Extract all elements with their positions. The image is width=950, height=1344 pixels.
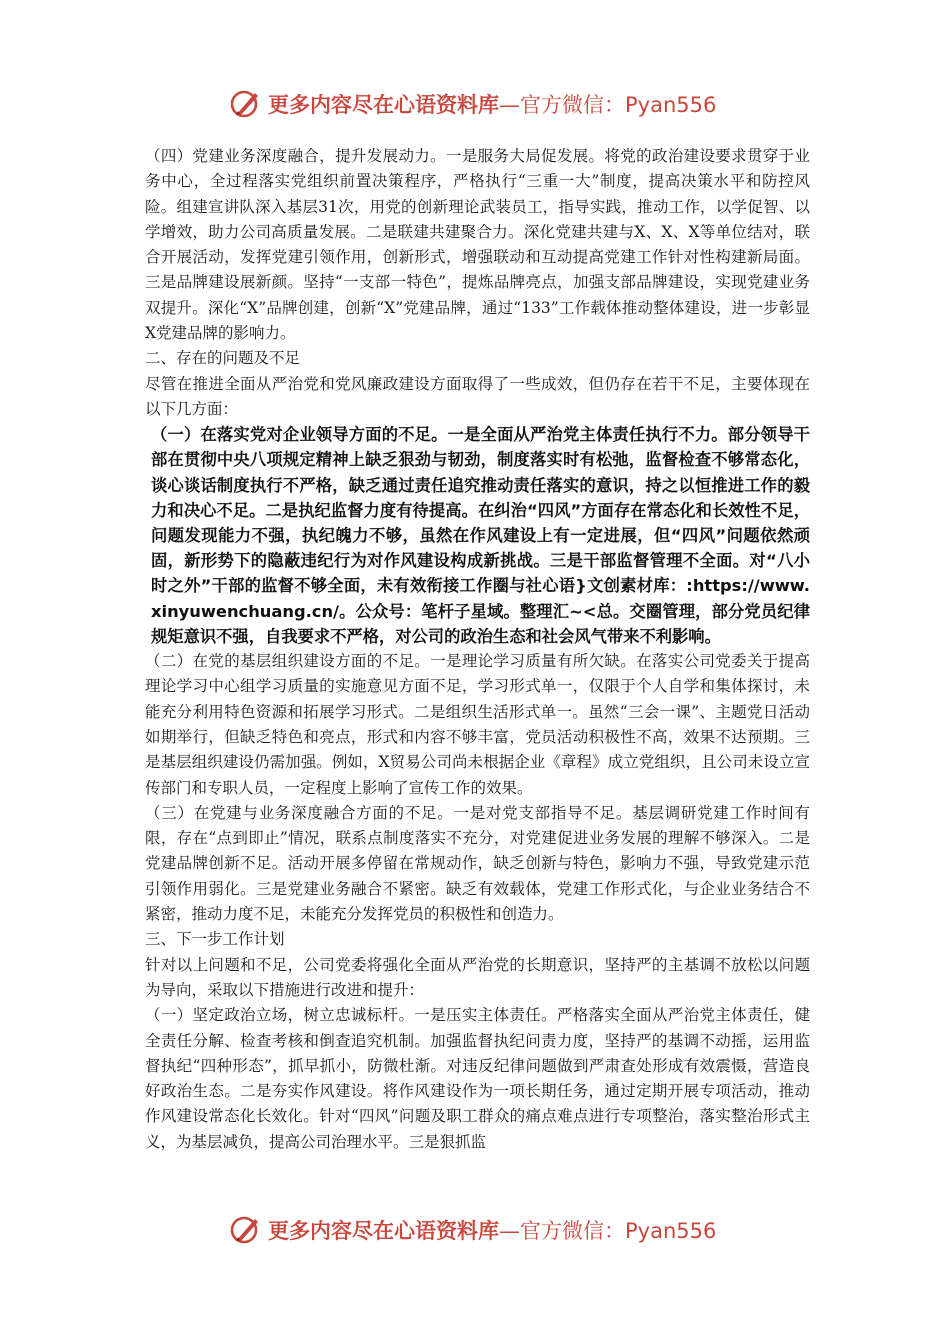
banner-main-text: 更多内容尽在心语资料库	[268, 92, 499, 117]
banner-text	[268, 89, 716, 119]
footer-banner[interactable]	[228, 1208, 728, 1252]
paragraph-political-stance: （一）坚定政治立场，树立忠诚标杆。一是压实主体责任。严格落实全面从严治党主体责任，健全责任分解、检查考核和倒查追究机制。加强监督执纪问责力度，坚持严的基调不动摇，运用监督执纪“四种形态”，抓早抓小，防微杜渐。对违反纪律问题做到严肃查处形成有效震慑，营造良好政治生态。二是夯实作风建设。将作风建设作为一项长期任务，通过定期开展专项活动，推动作风建设常态化长效化。针对“四风”问题及职工群众的痛点难点进行专项整治，落实整治形式主义，为基层减负，提高公司治理水平。三是狠抓监	[145, 1006, 810, 1151]
paragraph-grassroots-shortcomings: （二）在党的基层组织建设方面的不足。一是理论学习质量有所欠缺。在落实公司党委关于提高理论学习中心组学习质量的实施意见方面不足，学习形式单一，仅限于个人自学和集体探讨，未能充分利用特色资源和拓展学习形式。二是组织生活形式单一。虽然“三会一课”、主题党日活动如期举行，但缺乏特色和亮点，形式和内容不够丰富，党员活动积极性不高，效果不达预期。三是基层组织建设仍需加强。例如，X贸易公司尚未根据企业《章程》成立党组织，且公司未设立宣传部门和专职人员，一定程度上影响了宣传工作的效果。	[145, 652, 810, 797]
paragraph-integration-shortcomings: （三）在党建与业务深度融合方面的不足。一是对党支部指导不足。基层调研党建工作时间有限，存在“点到即止”情况，联系点制度落实不充分，对党建促进业务发展的理解不够深入。二是党建品牌创新不足。活动开展多停留在常规动作，缺乏创新与特色，影响力不强，导致党建示范引领作用弱化。三是党建业务融合不紧密。缺乏有效载体，党建工作形式化，与企业业务结合不紧密，推动力度不足，未能充分发挥党员的积极性和创造力。	[145, 803, 810, 924]
header-banner[interactable]	[228, 82, 728, 126]
banner-tail-text: —官方微信：Pyan556	[499, 93, 717, 117]
banner-main-text: 更多内容尽在心语资料库	[268, 1218, 499, 1243]
document-body	[145, 144, 810, 1155]
paragraph-leadership-shortcomings: （一）在落实党对企业领导方面的不足。一是全面从严治党主体责任执行不力。部分领导干部在贯彻中央八项规定精神上缺乏狠劲与韧劲，制度落实时有松弛，监督检查不够常态化，谈心谈话制度执行不严格，缺乏通过责任追究推动责任落实的意识，持之以恒推进工作的毅力和决心不足。二是执纪监督力度有待提高。在纠治“四风”方面存在常态化和长效性不足，问题发现能力不强，执纪魄力不够，虽然在作风建设上有一定进展，但“四风”问题依然顽固，新形势下的隐蔽违纪行为对作风建设构成新挑战。三是干部监督管理不全面。对“八小时之外”干部的监督不够全面，未有效衔接工作圈与社心语}文创素材库：:https://www.xinyuwenchuang.cn/。公众号：笔杆子星域。整理汇~<总。交圈管理，部分党员纪律规矩意识不强，自我要求不严格，对公司的政治生态和社会风气带来不利影响。	[151, 425, 810, 646]
pen-circle-logo-icon	[228, 87, 262, 121]
pen-circle-logo-icon	[228, 1213, 262, 1247]
section-heading-problems: 二、存在的问题及不足	[145, 349, 301, 368]
paragraph-next-steps-intro: 针对以上问题和不足，公司党委将强化全面从严治党的长期意识，坚持严的主基调不放松以问题为导向，采取以下措施进行改进和提升：	[145, 955, 810, 999]
paragraph-party-business-integration: （四）党建业务深度融合，提升发展动力。一是服务大局促发展。将党的政治建设要求贯穿于业务中心，全过程落实党组织前置决策程序，严格执行“三重一大”制度，提高决策水平和防控风险。组建宣讲队深入基层31次，用党的创新理论武装员工，指导实践，推动工作，以学促智、以学增效，助力公司高质量发展。二是联建共建聚合力。深化党建共建与X、X、X等单位结对，联合开展活动，发挥党建引领作用，创新形式，增强联动和互动提高党建工作针对性构建新局面。三是品牌建设展新颜。坚持“一支部一特色”，提炼品牌亮点，加强支部品牌建设，实现党建业务双提升。深化“X”品牌创建，创新“X”党建品牌，通过“133”工作载体推动整体建设，进一步彰显X党建品牌的影响力。	[145, 147, 810, 343]
section-heading-next-steps: 三、下一步工作计划	[145, 930, 285, 949]
banner-tail-text: —官方微信：Pyan556	[499, 1219, 717, 1243]
paragraph-problems-intro: 尽管在推进全面从严治党和党风廉政建设方面取得了一些成效，但仍存在若干不足，主要体现在以下几方面：	[145, 374, 810, 418]
banner-text	[268, 1215, 716, 1245]
